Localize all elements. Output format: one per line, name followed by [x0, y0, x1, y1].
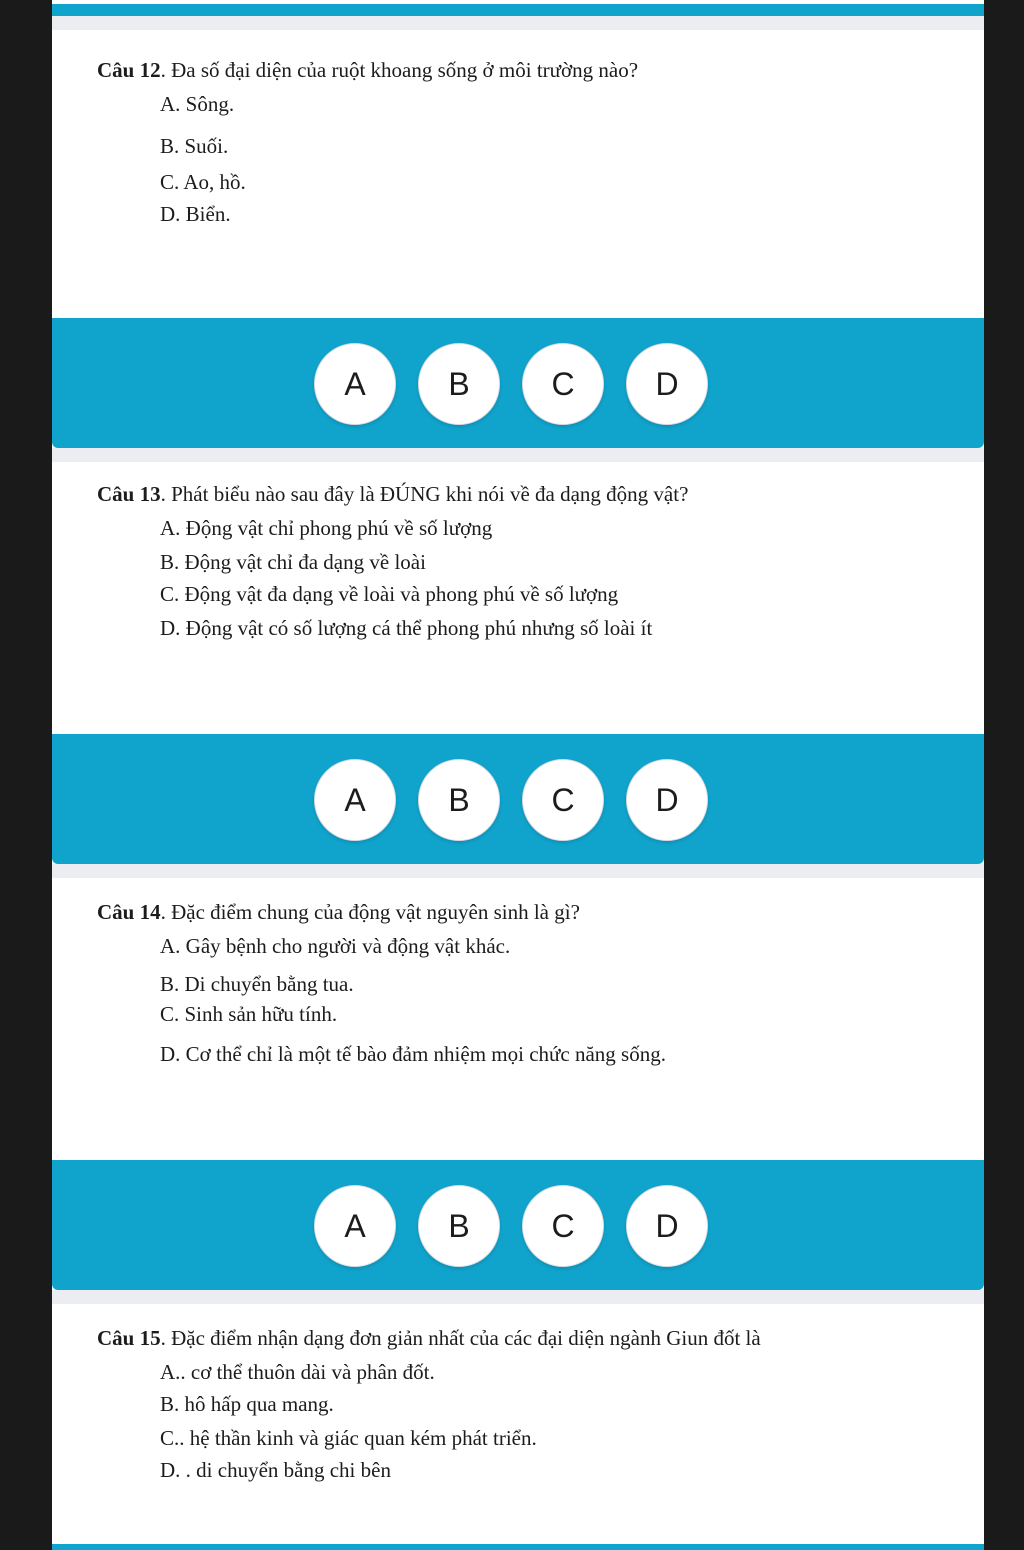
option-d: D. Biển.	[160, 202, 231, 226]
bottom-accent-strip	[52, 1544, 984, 1550]
option-b: B. hô hấp qua mang.	[160, 1392, 334, 1416]
divider	[52, 864, 984, 878]
answer-button-b[interactable]: B	[418, 1185, 500, 1267]
question-card-13	[52, 462, 984, 734]
answer-button-c[interactable]: C	[522, 759, 604, 841]
option-c: C. Ao, hồ.	[160, 170, 246, 194]
answer-bar-13	[52, 734, 984, 864]
divider	[52, 16, 984, 30]
question-number: Câu 13	[97, 482, 161, 506]
option-a: A. Gây bệnh cho người và động vật khác.	[160, 934, 511, 958]
divider	[52, 1290, 984, 1304]
option-c: C. Động vật đa dạng về loài và phong phú về số lượng	[160, 582, 619, 606]
question-card-12	[52, 30, 984, 318]
quiz-page	[52, 0, 984, 1550]
option-d: D. . di chuyển bằng chi bên	[160, 1458, 391, 1482]
question-text: Đặc điểm nhận dạng đơn giản nhất của các đại diện ngành Giun đốt là	[171, 1326, 761, 1350]
question-text: Phát biểu nào sau đây là ĐÚNG khi nói về đa dạng động vật?	[171, 482, 689, 506]
option-c: C.. hệ thần kinh và giác quan kém phát triển.	[160, 1426, 537, 1450]
answer-button-c[interactable]: C	[522, 343, 604, 425]
answer-button-b[interactable]: B	[418, 343, 500, 425]
top-accent-strip	[52, 4, 984, 16]
question-text: Đa số đại diện của ruột khoang sống ở môi trường nào?	[171, 58, 639, 82]
option-a: A. Động vật chỉ phong phú về số lượng	[160, 516, 493, 540]
question-title: Câu 13. Phát biểu nào sau đây là ĐÚNG khi nói về đa dạng động vật?	[97, 482, 689, 506]
option-d: D. Cơ thể chỉ là một tế bào đảm nhiệm mọi chức năng sống.	[160, 1042, 666, 1066]
answer-button-a[interactable]: A	[314, 343, 396, 425]
answer-bar-14	[52, 1160, 984, 1290]
question-card-15	[52, 1304, 984, 1544]
option-b: B. Suối.	[160, 134, 229, 158]
question-text: Đặc điểm chung của động vật nguyên sinh là gì?	[171, 900, 580, 924]
answer-button-a[interactable]: A	[314, 1185, 396, 1267]
answer-button-c[interactable]: C	[522, 1185, 604, 1267]
question-number: Câu 12	[97, 58, 161, 82]
question-card-14	[52, 878, 984, 1160]
divider	[52, 448, 984, 462]
question-title: Câu 15. Đặc điểm nhận dạng đơn giản nhất của các đại diện ngành Giun đốt là	[97, 1326, 761, 1350]
option-c: C. Sinh sản hữu tính.	[160, 1002, 338, 1026]
option-d: D. Động vật có số lượng cá thể phong phú nhưng số loài ít	[160, 616, 653, 640]
question-title: Câu 14. Đặc điểm chung của động vật nguyên sinh là gì?	[97, 900, 580, 924]
answer-bar-12	[52, 318, 984, 448]
answer-button-b[interactable]: B	[418, 759, 500, 841]
answer-button-d[interactable]: D	[626, 343, 708, 425]
question-number: Câu 15	[97, 1326, 161, 1350]
option-b: B. Di chuyển bằng tua.	[160, 972, 354, 996]
option-b: B. Động vật chỉ đa dạng về loài	[160, 550, 426, 574]
option-a: A. Sông.	[160, 92, 235, 116]
answer-button-d[interactable]: D	[626, 1185, 708, 1267]
question-title: Câu 12. Đa số đại diện của ruột khoang sống ở môi trường nào?	[97, 58, 639, 82]
option-a: A.. cơ thể thuôn dài và phân đốt.	[160, 1360, 435, 1384]
answer-button-a[interactable]: A	[314, 759, 396, 841]
answer-button-d[interactable]: D	[626, 759, 708, 841]
question-number: Câu 14	[97, 900, 161, 924]
